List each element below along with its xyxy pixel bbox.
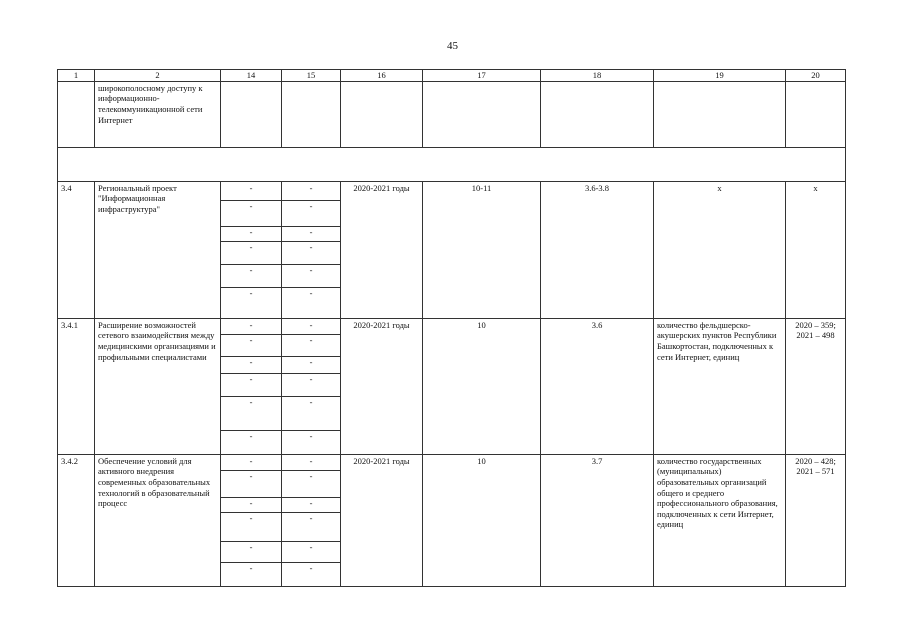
col15-value: - <box>282 562 340 585</box>
page-number: 45 <box>447 40 458 52</box>
col14-value: - <box>221 512 281 541</box>
col14-value: - <box>221 373 281 396</box>
col18-cell: 3.6-3.8 <box>541 181 654 318</box>
col15-value: - <box>282 241 340 264</box>
col14-value: - <box>249 182 253 193</box>
col15-value: - <box>282 226 340 241</box>
col15-value: - <box>282 356 340 373</box>
col18-cell: 3.7 <box>541 454 654 586</box>
col14-value: - <box>249 319 253 330</box>
col15-value: - <box>282 287 340 310</box>
row-number: 3.4 <box>58 181 95 318</box>
col15-cell <box>282 318 341 454</box>
header-cell: 2 <box>95 70 221 82</box>
col15-value: - <box>282 264 340 287</box>
col15-value: - <box>282 396 340 430</box>
header-cell: 15 <box>282 70 341 82</box>
indicator-cell: количество фельдшерско-акушерских пунктов Республики Башкортостан, подключенных к сети Интернет, единиц <box>654 318 786 454</box>
col15-value: - <box>282 470 340 497</box>
row-name: Региональный проект "Информационная инфраструктура" <box>95 181 221 318</box>
header-cell: 19 <box>654 70 786 82</box>
col14-value: - <box>221 396 281 430</box>
header-cell: 16 <box>341 70 423 82</box>
col14-value: - <box>221 226 281 241</box>
col17-cell: 10 <box>423 454 541 586</box>
col15-value: - <box>309 182 313 193</box>
col14-value: - <box>221 470 281 497</box>
col15-value: - <box>282 430 340 453</box>
col17-cell: 10 <box>423 318 541 454</box>
col15-cell <box>282 454 341 586</box>
col15-value: - <box>282 334 340 356</box>
col14-cell <box>221 181 282 318</box>
col15-value: - <box>282 200 340 226</box>
period-cell: 2020-2021 годы <box>341 454 423 586</box>
section-spacer-row <box>58 147 846 181</box>
row-name: Расширение возможностей сетевого взаимодействия между медицинскими организациями и профильными специалистами <box>95 318 221 454</box>
header-row <box>58 70 846 82</box>
col15-value: - <box>282 497 340 512</box>
values-cell: х <box>786 181 846 318</box>
col14-cell <box>221 318 282 454</box>
row-number: 3.4.1 <box>58 318 95 454</box>
col14-cell <box>221 454 282 586</box>
header-cell: 14 <box>221 70 282 82</box>
col15-cell <box>282 181 341 318</box>
table-row <box>58 318 846 454</box>
values-cell: 2020 – 359; 2021 – 498 <box>786 318 846 454</box>
col14-value: - <box>221 497 281 512</box>
col14-value: - <box>221 430 281 453</box>
col14-value: - <box>221 356 281 373</box>
header-cell: 20 <box>786 70 846 82</box>
row-number: 3.4.2 <box>58 454 95 586</box>
col15-value: - <box>309 319 313 330</box>
table-row <box>58 181 846 318</box>
col15-value: - <box>309 455 313 466</box>
table-row <box>58 454 846 586</box>
col14-value: - <box>221 562 281 585</box>
values-cell: 2020 – 428; 2021 – 571 <box>786 454 846 586</box>
row-name: Обеспечение условий для активного внедрения современных образовательных технологий в образовательный процесс <box>95 454 221 586</box>
indicator-cell: х <box>654 181 786 318</box>
program-table <box>57 69 846 587</box>
continuation-name: широкополосному доступу к информационно-телекоммуникационной сети Интернет <box>95 81 221 147</box>
indicator-cell: количество государственных (муниципальных) образовательных организаций общего и среднего профессионального образования, подключенных к сети Интернет, единиц <box>654 454 786 586</box>
col14-value: - <box>221 241 281 264</box>
continuation-row <box>58 81 846 147</box>
col17-cell: 10-11 <box>423 181 541 318</box>
col14-value: - <box>221 200 281 226</box>
col15-value: - <box>282 512 340 541</box>
col15-value: - <box>282 373 340 396</box>
col14-value: - <box>221 541 281 562</box>
col15-value: - <box>282 541 340 562</box>
header-cell: 17 <box>423 70 541 82</box>
col18-cell: 3.6 <box>541 318 654 454</box>
period-cell: 2020-2021 годы <box>341 181 423 318</box>
period-cell: 2020-2021 годы <box>341 318 423 454</box>
header-cell: 1 <box>58 70 95 82</box>
header-cell: 18 <box>541 70 654 82</box>
col14-value: - <box>221 264 281 287</box>
col14-value: - <box>249 455 253 466</box>
col14-value: - <box>221 287 281 310</box>
col14-value: - <box>221 334 281 356</box>
